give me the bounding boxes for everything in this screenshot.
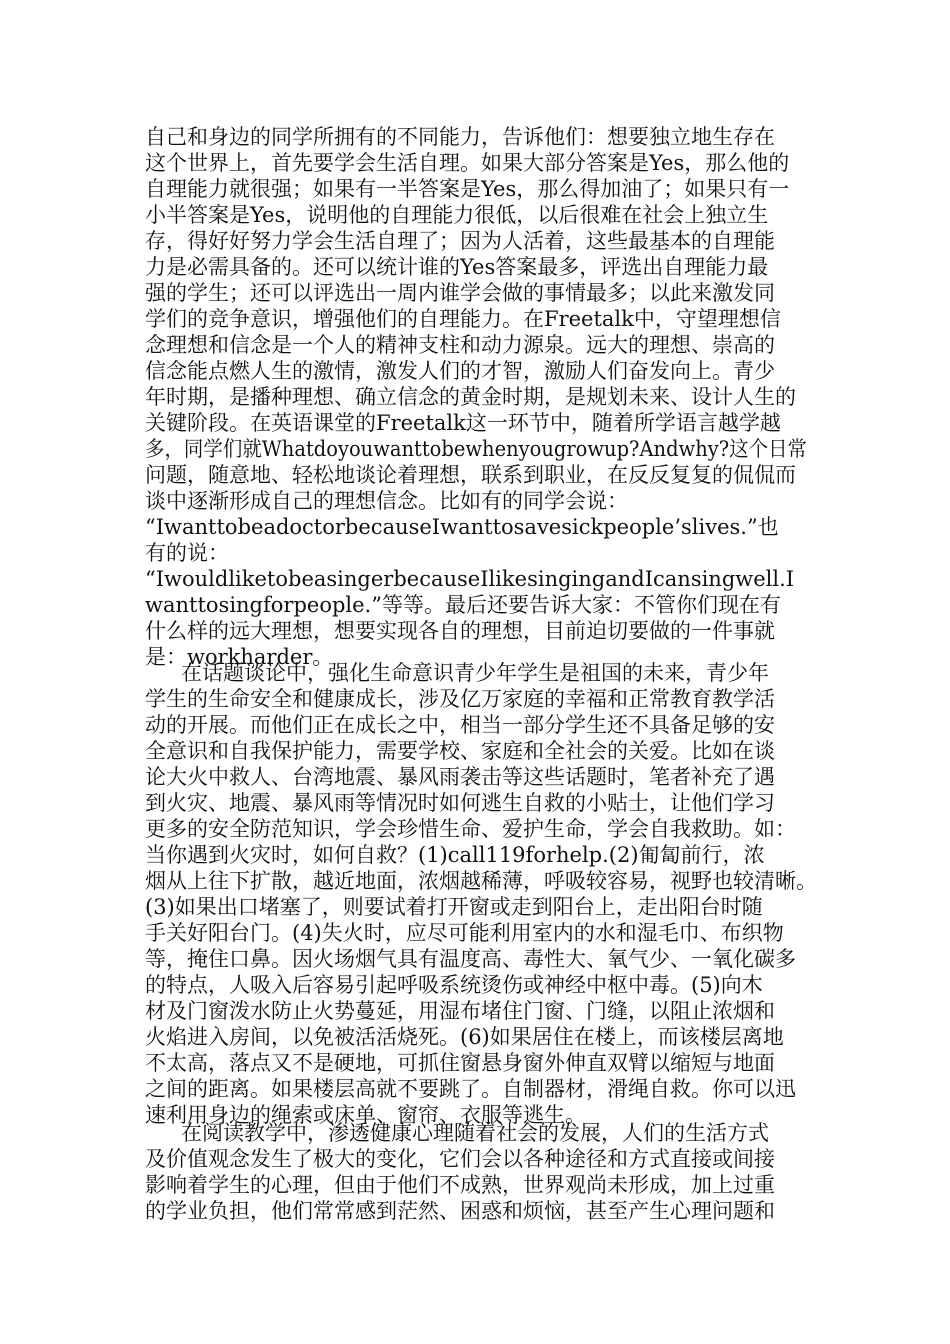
text-line: 不太高，落点又不是硬地，可抓住窗悬身窗外伸直双臂以缩短与地面 bbox=[145, 1051, 775, 1075]
text-line: 力是必需具备的。还可以统计谁的Yes答案最多，评选出自理能力最 bbox=[145, 255, 769, 279]
text-line: 当你遇到火灾时，如何自救？(1)call119forhelp.(2)匍匐前行，浓 bbox=[145, 843, 765, 867]
text-line: 的学业负担，他们常常感到茫然、困惑和烦恼，甚至产生心理问题和 bbox=[145, 1199, 775, 1223]
text-line: 论大火中救人、台湾地震、暴风雨袭击等这些话题时，笔者补充了遇 bbox=[145, 765, 775, 789]
text-line: 什么样的远大理想，想要实现各自的理想，目前迫切要做的一件事就 bbox=[145, 619, 775, 643]
text-line: 小半答案是Yes，说明他的自理能力很低，以后很难在社会上独立生 bbox=[145, 203, 769, 227]
text-line: 自理能力就很强；如果有一半答案是Yes，那么得加油了；如果只有一 bbox=[145, 177, 790, 201]
text-line: 学们的竞争意识，增强他们的自理能力。在Freetalk中，守望理想信 bbox=[145, 307, 781, 331]
text-line: 年时期，是播种理想、确立信念的黄金时期，是规划未来、设计人生的 bbox=[145, 385, 796, 409]
text-line: 念理想和信念是一个人的精神支柱和动力源泉。远大的理想、崇高的 bbox=[145, 333, 775, 357]
text-line: 材及门窗泼水防止火势蔓延，用湿布堵住门窗、门缝，以阻止浓烟和 bbox=[145, 999, 775, 1023]
text-line: 烟从上往下扩散，越近地面，浓烟越稀薄，呼吸较容易，视野也较清晰。 bbox=[145, 869, 817, 893]
text-line: 全意识和自我保护能力，需要学校、家庭和全社会的关爱。比如在谈 bbox=[145, 739, 775, 763]
text-line: “IwouldliketobeasingerbecauseIlikesingingandIcansingwell.I bbox=[145, 567, 795, 591]
text-line: 谈中逐渐形成自己的理想信念。比如有的同学会说： bbox=[145, 489, 628, 513]
paragraph-mental-health bbox=[145, 1120, 807, 1224]
text-line: 自己和身边的同学所拥有的不同能力，告诉他们：想要独立地生存在 bbox=[145, 125, 775, 149]
text-line: 有的说： bbox=[145, 541, 229, 565]
text-line: 这个世界上，首先要学会生活自理。如果大部分答案是Yes，那么他的 bbox=[145, 151, 790, 175]
text-line: wanttosingforpeople.”等等。最后还要告诉大家：不管你们现在有 bbox=[145, 593, 781, 617]
text-line: 之间的距离。如果楼层高就不要跳了。自制器材，滑绳自救。你可以迅 bbox=[145, 1077, 796, 1101]
text-line: 多，同学们就Whatdoyouwanttobewhenyougrowup?Andwhy?这个日常 bbox=[145, 437, 808, 461]
text-line: 速利用身边的绳索或床单、窗帘、衣服等逃生。 bbox=[145, 1103, 586, 1127]
text-line: 到火灾、地震、暴风雨等情况时如何逃生自救的小贴士，让他们学习 bbox=[145, 791, 775, 815]
text-line: 动的开展。而他们正在成长之中，相当一部分学生还不具备足够的安 bbox=[145, 713, 775, 737]
text-line: 在话题谈论中，强化生命意识青少年学生是祖国的未来，青少年 bbox=[181, 661, 769, 685]
text-line: 影响着学生的心理，但由于他们不成熟，世界观尚未形成，加上过重 bbox=[145, 1173, 775, 1197]
text-line: 是：workharder。 bbox=[145, 645, 334, 669]
text-line: 手关好阳台门。(4)失火时，应尽可能利用室内的水和湿毛巾、布织物 bbox=[145, 921, 784, 945]
text-line: 问题，随意地、轻松地谈论着理想，联系到职业，在反反复复的侃侃而 bbox=[145, 463, 796, 487]
text-line: (3)如果出口堵塞了，则要试着打开窗或走到阳台上，走出阳台时随 bbox=[145, 895, 763, 919]
text-line: 存，得好好努力学会生活自理了；因为人活着，这些最基本的自理能 bbox=[145, 229, 775, 253]
text-line: 等，掩住口鼻。因火场烟气具有温度高、毒性大、氧气少、一氧化碳多 bbox=[145, 947, 796, 971]
text-line: 火焰进入房间，以免被活活烧死。(6)如果居住在楼上，而该楼层离地 bbox=[145, 1025, 784, 1049]
text-line: “IwanttobeadoctorbecauseIwanttosavesickpeople’slives.”也 bbox=[145, 515, 779, 539]
text-line: 在阅读教学中，渗透健康心理随着社会的发展，人们的生活方式 bbox=[181, 1121, 769, 1145]
text-line: 强的学生；还可以评选出一周内谁学会做的事情最多；以此来激发同 bbox=[145, 281, 775, 305]
text-line: 关键阶段。在英语课堂的Freetalk这一环节中，随着所学语言越学越 bbox=[145, 411, 781, 435]
text-line: 信念能点燃人生的激情，激发人们的才智，激励人们奋发向上。青少 bbox=[145, 359, 775, 383]
text-line: 的特点，人吸入后容易引起呼吸系统烫伤或神经中枢中毒。(5)向木 bbox=[145, 973, 763, 997]
text-line: 学生的生命安全和健康成长，涉及亿万家庭的幸福和正常教育教学活 bbox=[145, 687, 775, 711]
paragraph-life-safety bbox=[145, 660, 817, 1128]
text-line: 更多的安全防范知识，学会珍惜生命、爱护生命，学会自我救助。如： bbox=[145, 817, 796, 841]
paragraph-self-care-and-ideals bbox=[145, 124, 807, 670]
text-line: 及价值观念发生了极大的变化，它们会以各种途径和方式直接或间接 bbox=[145, 1147, 775, 1171]
